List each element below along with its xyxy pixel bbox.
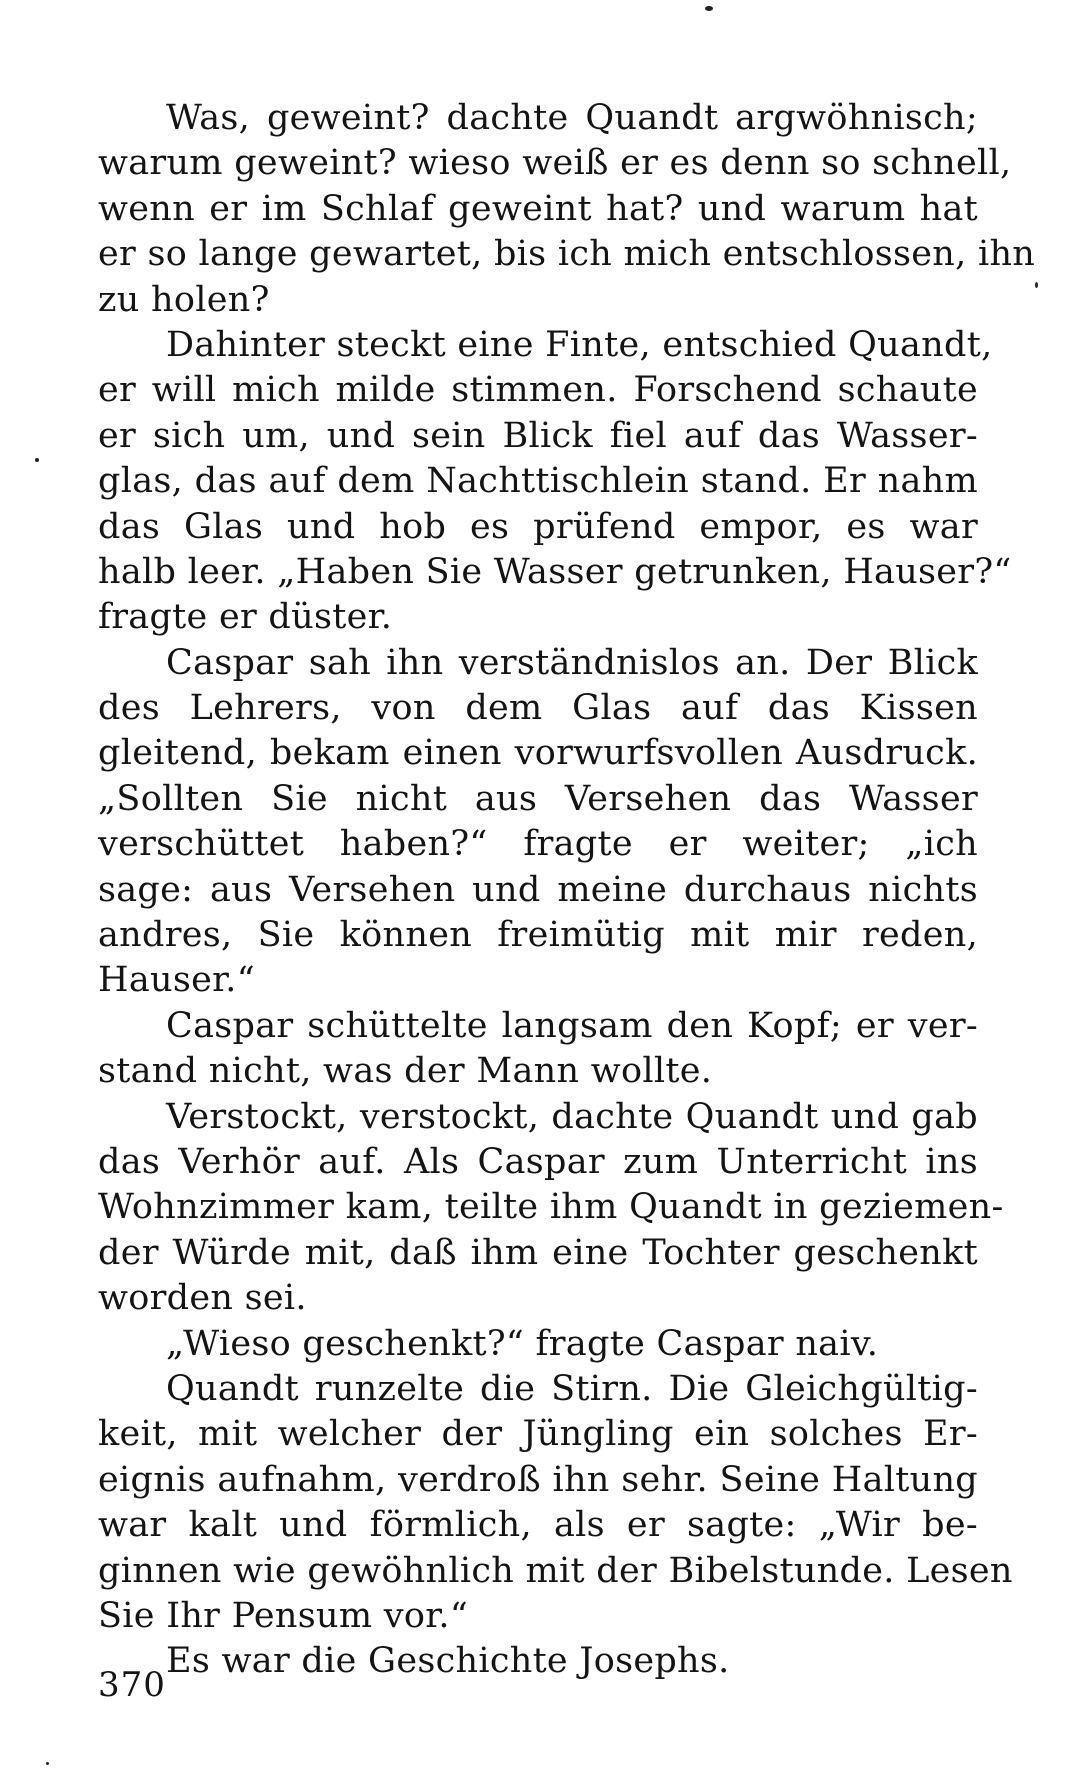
text-line: andres, Sie können freimütig mit mir reden, bbox=[98, 915, 978, 956]
page-number: 370 bbox=[98, 1665, 166, 1705]
text-line: stand nicht, was der Mann wollte. bbox=[98, 1051, 713, 1092]
text-line: glas, das auf dem Nachttischlein stand. Er nahm bbox=[98, 461, 978, 502]
text-line: er so lange gewartet, bis ich mich entschlossen, ihn bbox=[98, 234, 1036, 275]
text-line: Dahinter steckt eine Finte, entschied Quandt, bbox=[166, 324, 993, 365]
text-line: Verstockt, verstockt, dachte Quandt und gab bbox=[166, 1096, 978, 1137]
text-line: halb leer. „Haben Sie Wasser getrunken, Hauser?“ bbox=[98, 551, 1012, 592]
text-line: eignis aufnahm, verdroß ihn sehr. Seine Haltung bbox=[98, 1459, 978, 1500]
text-line: er sich um, und sein Blick fiel auf das Wasser- bbox=[98, 415, 978, 456]
text-line: worden sei. bbox=[98, 1278, 307, 1319]
text-line: das Glas und hob es prüfend empor, es war bbox=[98, 506, 978, 547]
scan-speck bbox=[705, 6, 713, 11]
text-line: sage: aus Versehen und meine durchaus nichts bbox=[98, 869, 978, 910]
text-line: keit, mit welcher der Jüngling ein solches Er- bbox=[98, 1414, 978, 1455]
text-line: Wohnzimmer kam, teilte ihm Quandt in geziemen- bbox=[98, 1187, 1004, 1228]
text-line: „Sollten Sie nicht aus Versehen das Wasser bbox=[98, 778, 978, 819]
text-line: wenn er im Schlaf geweint hat? und warum hat bbox=[98, 188, 978, 229]
scan-speck bbox=[46, 1762, 49, 1765]
text-line: Caspar schüttelte langsam den Kopf; er ver- bbox=[166, 1005, 978, 1046]
text-line: fragte er düster. bbox=[98, 597, 393, 638]
text-line: Quandt runzelte die Stirn. Die Gleichgültig- bbox=[166, 1368, 978, 1409]
text-line: Hauser.“ bbox=[98, 960, 255, 1001]
scan-speck bbox=[1035, 282, 1038, 288]
text-line: Sie Ihr Pensum vor.“ bbox=[98, 1595, 469, 1636]
text-line: der Würde mit, daß ihm eine Tochter geschenkt bbox=[98, 1232, 978, 1273]
text-line: ginnen wie gewöhnlich mit der Bibelstunde. Lesen bbox=[98, 1550, 1013, 1591]
text-line: Caspar sah ihn verständnislos an. Der Blick bbox=[166, 642, 978, 683]
text-line: Es war die Geschichte Josephs. bbox=[166, 1641, 730, 1682]
text-line: des Lehrers, von dem Glas auf das Kissen bbox=[98, 688, 978, 729]
scan-speck bbox=[35, 458, 39, 462]
text-line: er will mich milde stimmen. Forschend schaute bbox=[98, 370, 978, 411]
text-line: verschüttet haben?“ fragte er weiter; „ich bbox=[98, 824, 978, 865]
text-line: gleitend, bekam einen vorwurfsvollen Ausdruck. bbox=[98, 733, 978, 774]
text-line: „Wieso geschenkt?“ fragte Caspar naiv. bbox=[166, 1323, 879, 1364]
text-line: warum geweint? wieso weiß er es denn so schnell, bbox=[98, 143, 1012, 184]
text-line: Was, geweint? dachte Quandt argwöhnisch; bbox=[166, 98, 978, 138]
body-text bbox=[98, 96, 1036, 1685]
text-line: war kalt und förmlich, als er sagte: „Wir be- bbox=[98, 1505, 978, 1546]
text-line: zu holen? bbox=[98, 279, 270, 320]
text-line: das Verhör auf. Als Caspar zum Unterricht ins bbox=[98, 1141, 978, 1182]
